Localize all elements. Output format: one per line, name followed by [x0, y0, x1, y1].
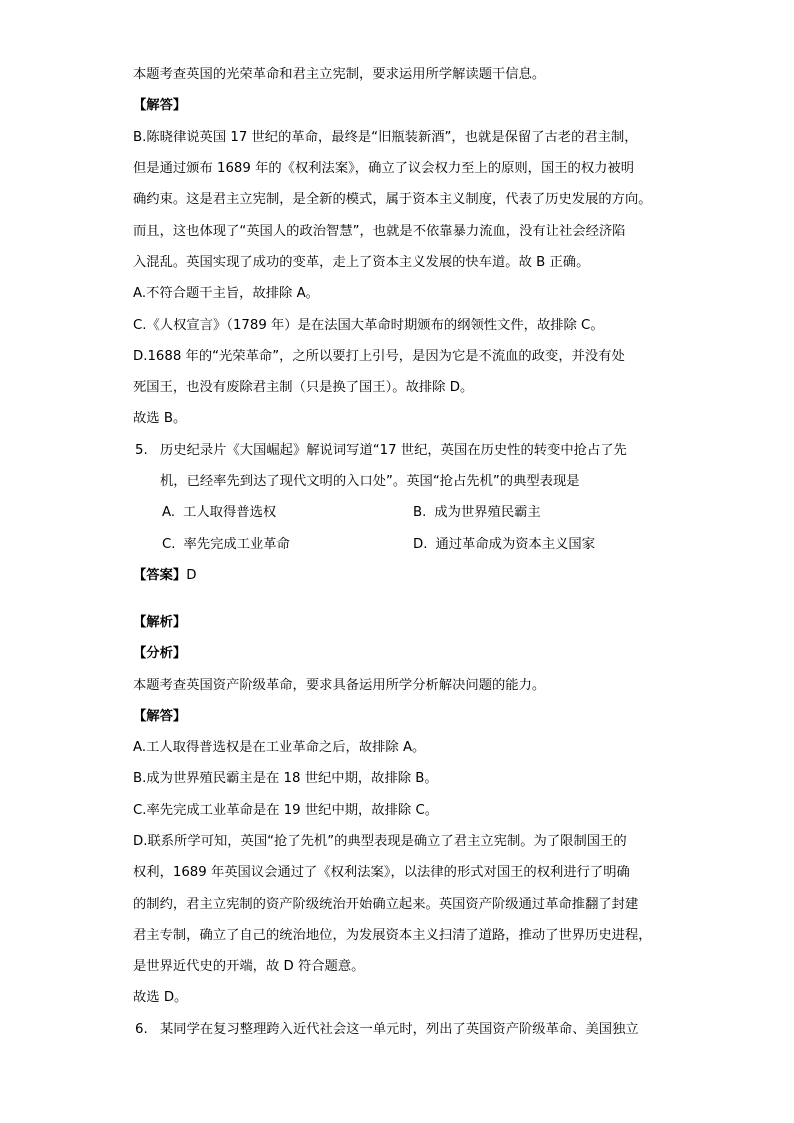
q4-solution-line: B.陈晓律说英国 17 世纪的革命，最终是“旧瓶装新酒”，也就是保留了古老的君主制， — [133, 130, 638, 145]
q4-solution-line: 而且，这也体现了“英国人的政治智慧”，也就是不依靠暴力流血，没有让社会经济陷 — [133, 224, 626, 239]
q5-analysis-heading: 【分析】 — [133, 646, 187, 661]
q5-solution-line: A.工人取得普选权是在工业革命之后，故排除 A。 — [133, 740, 426, 755]
q5-solution-line: B.成为世界殖民霸主是在 18 世纪中期，故排除 B。 — [133, 771, 438, 786]
q5-option-c — [162, 535, 290, 555]
q4-solution-line: A.不符合题干主旨，故排除 A。 — [133, 286, 319, 301]
q5-solution-line: 权利，1689 年英国议会通过了《权利法案》，以法律的形式对国王的权利进行了明确 — [133, 865, 630, 880]
q4-solution-line: D.1688 年的“光荣革命”，之所以要打上引号，是因为它是不流血的政变，并没有处 — [133, 349, 625, 364]
option-label: D. — [413, 537, 428, 552]
q5-explanation-heading: 【解析】 — [133, 615, 187, 630]
q4-solution-line: 确约束。这是君主立宪制，是全新的模式，属于资本主义制度，代表了历史发展的方向。 — [133, 192, 652, 207]
q5-solution-line: C.率先完成工业革命是在 19 世纪中期，故排除 C。 — [133, 803, 439, 818]
q5-solution-heading: 【解答】 — [133, 709, 187, 724]
q4-solution-line: C.《人权宣言》（1789 年）是在法国大革命时期颁布的纲领性文件，故排除 C。 — [133, 318, 604, 333]
q5-analysis-text: 本题考查英国资产阶级革命，要求具备运用所学分析解决问题的能力。 — [133, 678, 546, 693]
q6-stem-line: 某同学在复习整理跨入近代社会这一单元时，列出了英国资产阶级革命、美国独立 — [160, 1022, 639, 1037]
q4-solution-line: 入混乱。英国实现了成功的变革，走上了资本主义发展的快车道。故 B 正确。 — [133, 255, 590, 270]
q5-solution-line: 的制约，君主立宪制的资产阶级统治开始确立起来。英国资产阶级通过革命推翻了封建 — [133, 897, 639, 912]
q5-answer — [133, 566, 196, 586]
answer-value: D — [186, 568, 197, 583]
q4-solution-heading: 【解答】 — [133, 98, 187, 113]
q5-solution-line: D.联系所学可知，英国“抢了先机”的典型表现是确立了君主立宪制。为了限制国王的 — [133, 834, 627, 849]
option-text: 成为世界殖民霸主 — [434, 505, 541, 520]
option-label: A. — [162, 505, 176, 520]
q4-solution-line: 但是通过颁布 1689 年的《权利法案》，确立了议会权力至上的原则，国王的权力被明 — [133, 161, 635, 176]
q4-solution-line: 死国王，也没有废除君主制（只是换了国王）。故排除 D。 — [133, 380, 474, 395]
q5-stem-line: 历史纪录片《大国崛起》解说词写道“17 世纪，英国在历史性的转变中抢占了先 — [160, 443, 627, 458]
q4-analysis-text: 本题考查英国的光荣革命和君主立宪制，要求运用所学解读题干信息。 — [133, 67, 546, 82]
option-label: C. — [162, 537, 176, 552]
option-text: 通过革命成为资本主义国家 — [435, 537, 596, 552]
q5-option-a — [162, 503, 276, 523]
q5-solution-line: 君主专制，确立了自己的统治地位，为发展资本主义扫清了道路，推动了世界历史进程， — [133, 928, 652, 943]
q4-conclusion: 故选 B。 — [133, 411, 187, 426]
q6-number: 6. — [135, 1022, 148, 1037]
option-text: 率先完成工业革命 — [183, 537, 290, 552]
q5-number: 5. — [135, 443, 148, 458]
answer-label: 【答案】 — [133, 568, 187, 583]
q5-conclusion: 故选 D。 — [133, 990, 188, 1005]
q5-solution-line: 是世界近代史的开端，故 D 符合题意。 — [133, 959, 365, 974]
q5-option-d — [413, 535, 595, 555]
option-label: B. — [413, 505, 427, 520]
q5-stem-line: 机，已经率先到达了现代文明的入口处”。英国“抢占先机”的典型表现是 — [160, 474, 580, 489]
q5-option-b — [413, 503, 541, 523]
option-text: 工人取得普选权 — [183, 505, 277, 520]
